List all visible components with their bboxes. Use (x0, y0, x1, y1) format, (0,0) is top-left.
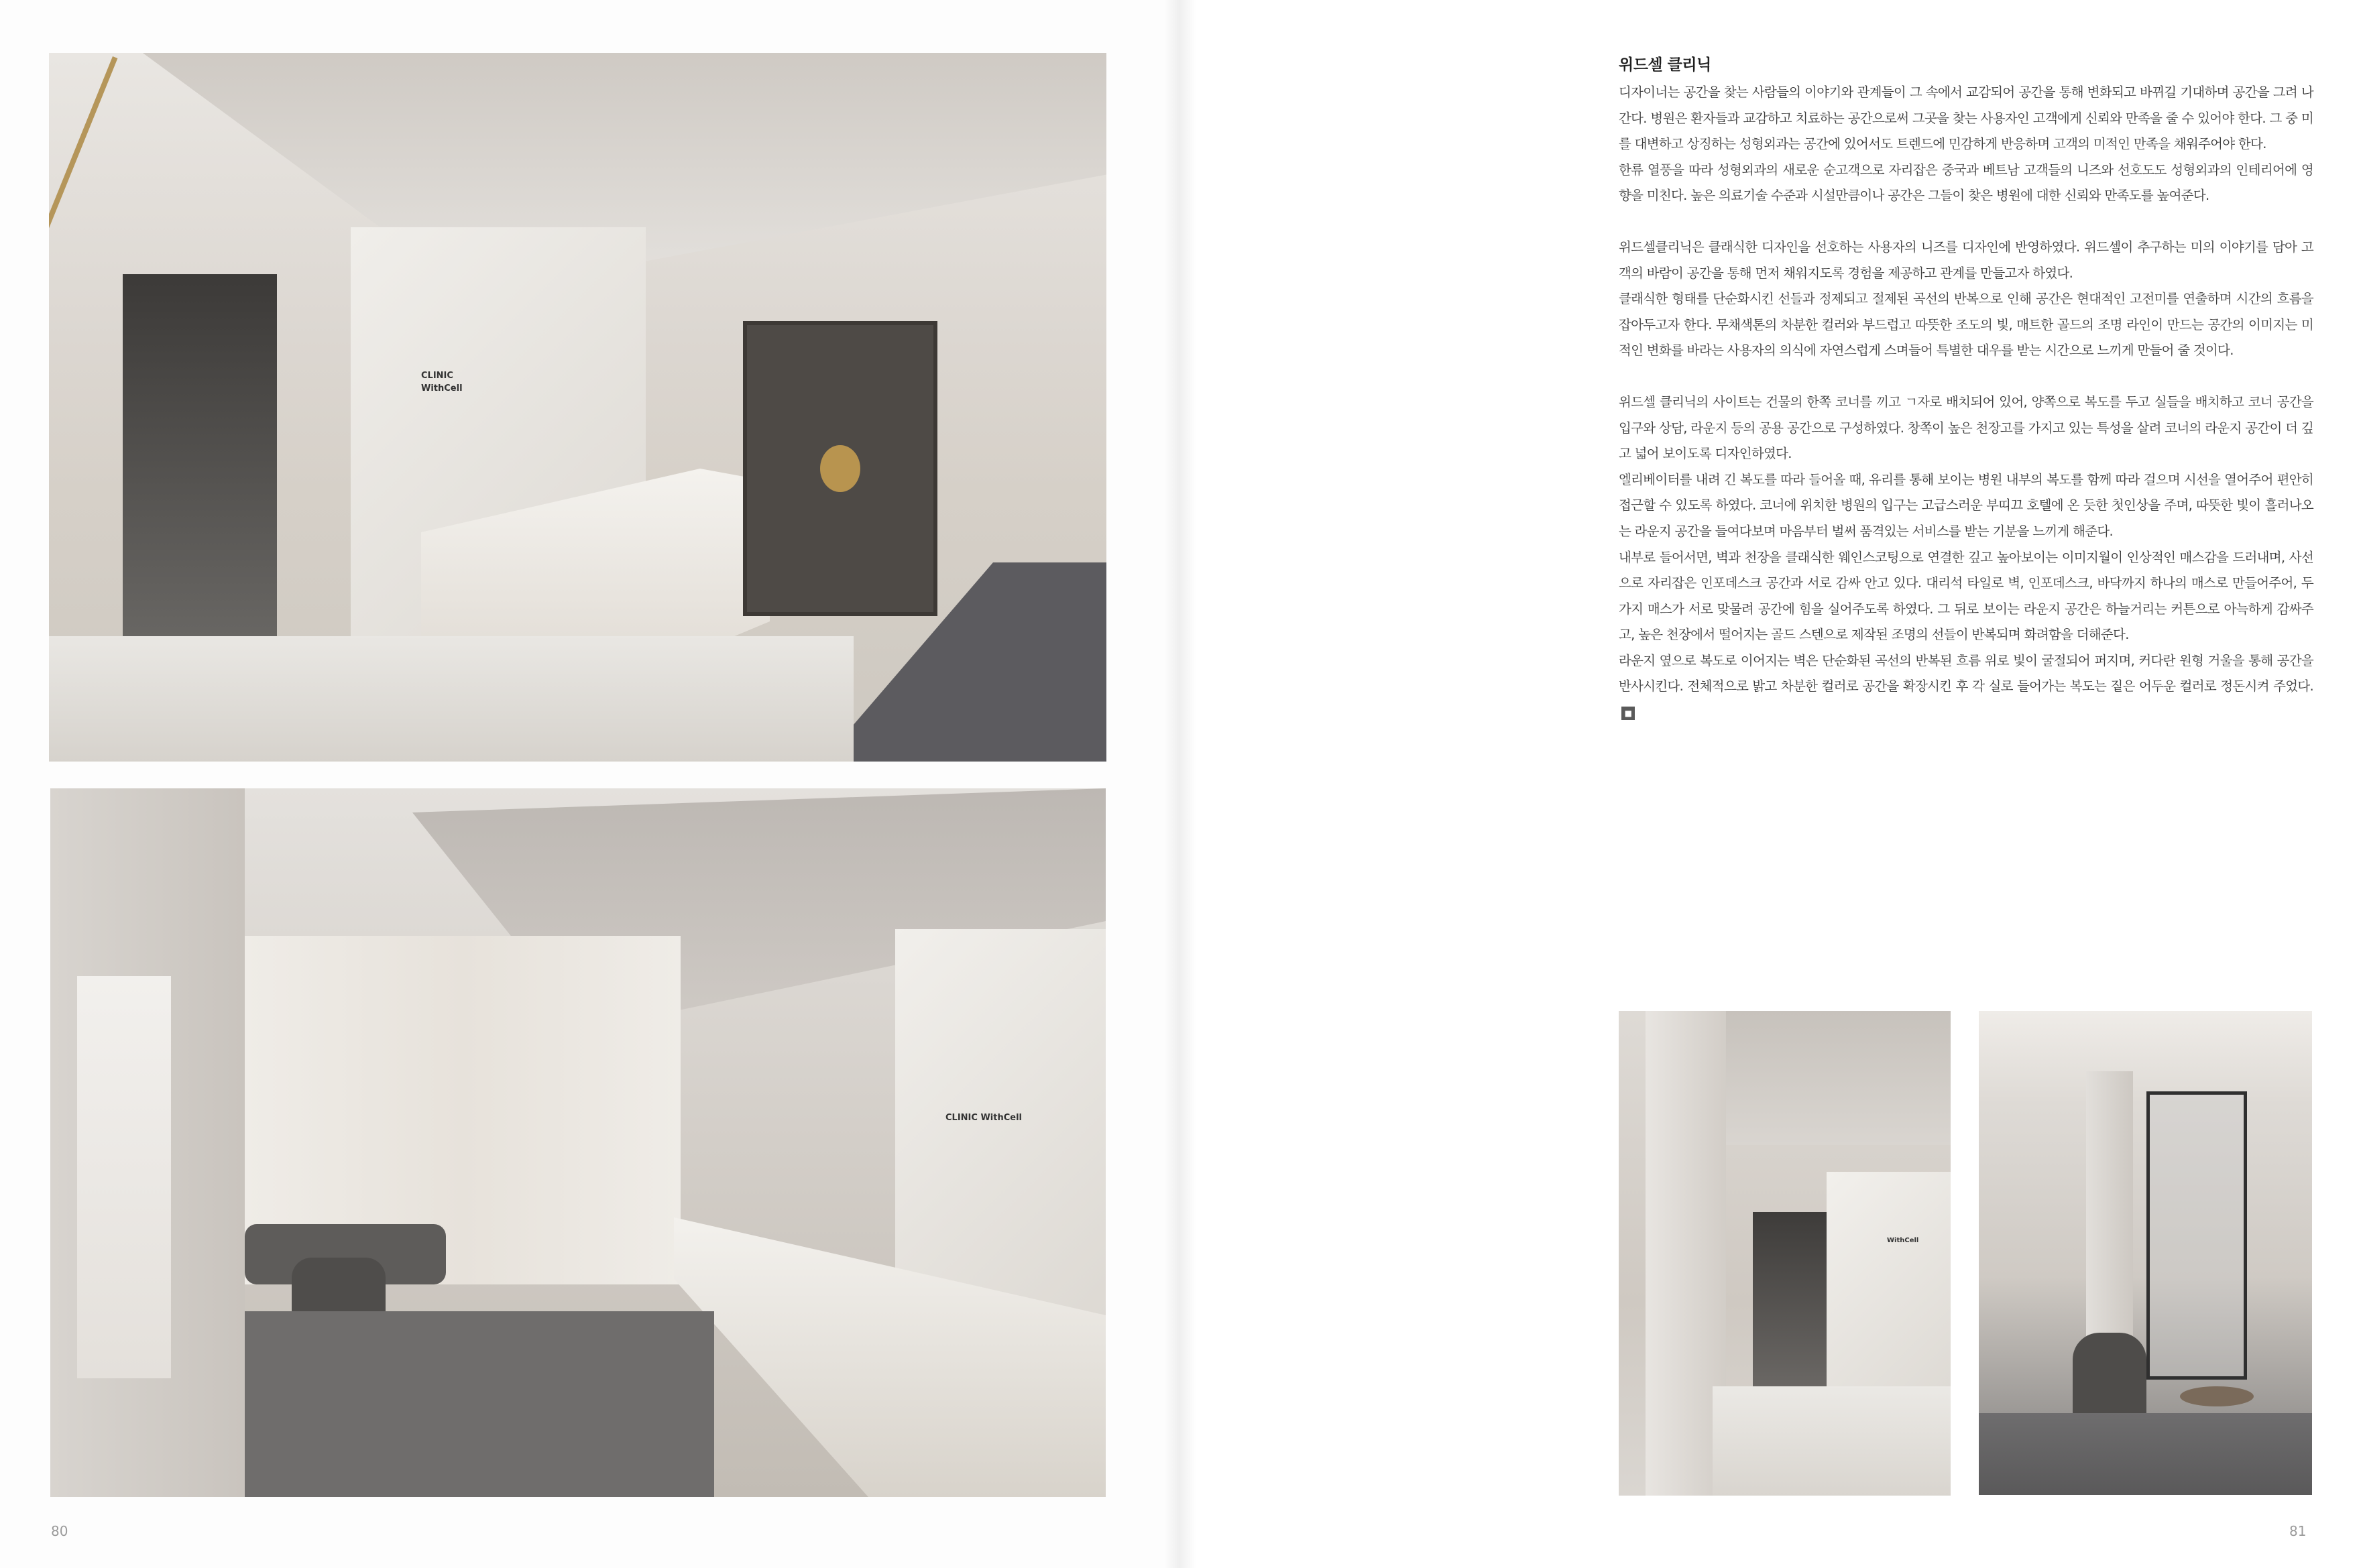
corridor-end (1753, 1212, 1827, 1386)
article-paragraph: 디자이너는 공간을 찾는 사람들의 이야기와 관계들이 그 속에서 교감되어 공간을 통해 변화되고 바뀌길 기대하며 공간을 그려 나간다. 병원은 환자들과 교감하고 치료하는 공간으로써 그곳을 찾는 사용자인 고객에게 신뢰와 만족을 줄 수 있어야 한다. 그 중 미를 대변하고 상징하는 성형외과는 공간에 있어서도 트렌드에 민감하게 반응하며 고객의 미적인 만족을 채워주어야 한다. (1619, 84, 2313, 152)
article-paragraph: 내부로 들어서면, 벽과 천장을 클래식한 웨인스코팅으로 연결한 깊고 높아보이는 이미지월이 인상적인 매스감을 드러내며, 사선으로 자리잡은 인포데스크 공간과 서로 감싸 안고 있다. 대리석 타일로 벽, 인포데스크, 바닥까지 하나의 매스로 만들어주어, 두 가지 매스가 서로 맞물려 공간에 힘을 실어주도록 하였다. 그 뒤로 보이는 라운지 공간은 하늘거리는 커튼으로 아늑하게 감싸주고, 높은 천장에서 떨어지는 골드 스텐으로 제작된 조명의 선들이 반복되며 화려함을 더해준다. (1619, 549, 2313, 643)
article-paragraph: 엘리베이터를 내려 긴 복도를 따라 들어올 때, 유리를 통해 보이는 병원 내부의 복도를 함께 따라 걸으며 시선을 열어주어 편안히 접근할 수 있도록 하였다. 코너에 위치한 병원의 입구는 고급스러운 부띠끄 호텔에 온 듯한 첫인상을 주며, 따뜻한 빛이 흘러나오는 라운지 공간을 들여다보며 마음부터 벌써 품격있는 서비스를 받는 기분을 느끼게 해준다. (1619, 471, 2313, 539)
end-mark-icon: ■ (1621, 707, 1635, 720)
photo-lounge (50, 788, 1106, 1497)
side-table (2180, 1386, 2254, 1406)
page-number-right: 81 (2289, 1523, 2307, 1539)
door-handle (820, 445, 860, 492)
floor-tiles (245, 1311, 714, 1497)
photo-reception (49, 53, 1106, 762)
article (1619, 52, 2313, 726)
article-paragraph-text: 라운지 옆으로 복도로 이어지는 벽은 단순화된 곡선의 반복된 흐름 위로 빛이 굴절되어 퍼지며, 커다란 원형 거울을 통해 공간을 반사시킨다. 전체적으로 밝고 차분한 컬러로 공간을 확장시킨 후 각 실로 들어가는 복도는 짙은 어두운 컬러로 정돈시켜 주었다. (1619, 652, 2313, 695)
article-title: 위드셀 클리닉 (1619, 56, 1711, 74)
article-paragraph: 클래식한 형태를 단순화시킨 선들과 정제되고 절제된 곡선의 반복으로 인해 공간은 현대적인 고전미를 연출하며 시간의 흐름을 잡아두고자 한다. 무채색톤의 차분한 컬러와 부드럽고 따뜻한 조도의 빛, 매트한 골드의 조명 라인이 만드는 공간의 이미지는 미적인 변화를 바라는 사용자의 의식에 자연스럽게 스며들어 특별한 대우를 받는 시간으로 느끼게 만들어 줄 것이다. (1619, 291, 2313, 359)
article-paragraph-last (1619, 648, 2313, 726)
page-number-left: 80 (51, 1523, 68, 1539)
lounge-sign (945, 1110, 1026, 1144)
article-paragraph: 위드셀클리닉은 클래식한 디자인을 선호하는 사용자의 니즈를 디자인에 반영하였다. 위드셀이 추구하는 미의 이야기를 담아 고객의 바람이 공간을 통해 먼저 채워지도록 경험을 제공하고 관계를 만들고자 하였다. (1619, 239, 2313, 281)
reception-sign (421, 368, 495, 402)
article-paragraph: 위드셀 클리닉의 사이트는 건물의 한쪽 코너를 끼고 ㄱ자로 배치되어 있어, 양쪽으로 복도를 두고 실들을 배치하고 코너 공간을 입구와 상담, 라운지 등의 공용 공간으로 구성하였다. 창쪽이 높은 천장고를 가지고 있는 특성을 살려 코너의 라운지 공간이 더 깊고 넓어 보이도록 디자인하였다. (1619, 394, 2313, 462)
page-gutter (1164, 0, 1196, 1568)
article-paragraph: 한류 열풍을 따라 성형외과의 새로운 순고객으로 자리잡은 중국과 베트남 고객들의 니즈와 선호도도 성형외과의 인테리어에 영향을 미친다. 높은 의료기술 수준과 시설만큼이나 공간은 그들이 찾은 병원에 대한 신뢰와 만족도를 높여준다. (1619, 162, 2313, 204)
paragraph-gap (1619, 209, 2313, 235)
ceiling-soffit (1979, 1011, 2312, 1105)
floor-marble (49, 636, 854, 762)
corridor-sign-text: WithCell (1887, 1237, 1919, 1244)
paragraph-gap (1619, 364, 2313, 389)
photo-waiting (1979, 1011, 2312, 1495)
reception-sign-text: CLINIC WithCell (421, 371, 463, 394)
corridor-floor (1713, 1386, 1951, 1496)
gold-rail (49, 56, 117, 406)
lounge-sign-text: CLINIC WithCell (945, 1113, 1022, 1123)
corridor-sign (1887, 1232, 1934, 1252)
waiting-floor (1979, 1413, 2312, 1495)
accent-chair (2073, 1333, 2146, 1427)
photo-corridor (1619, 1011, 1951, 1496)
glass-door (2146, 1091, 2247, 1380)
display-shelf (77, 976, 171, 1378)
corridor-dark (123, 274, 277, 663)
corridor-ceiling (1726, 1011, 1951, 1145)
